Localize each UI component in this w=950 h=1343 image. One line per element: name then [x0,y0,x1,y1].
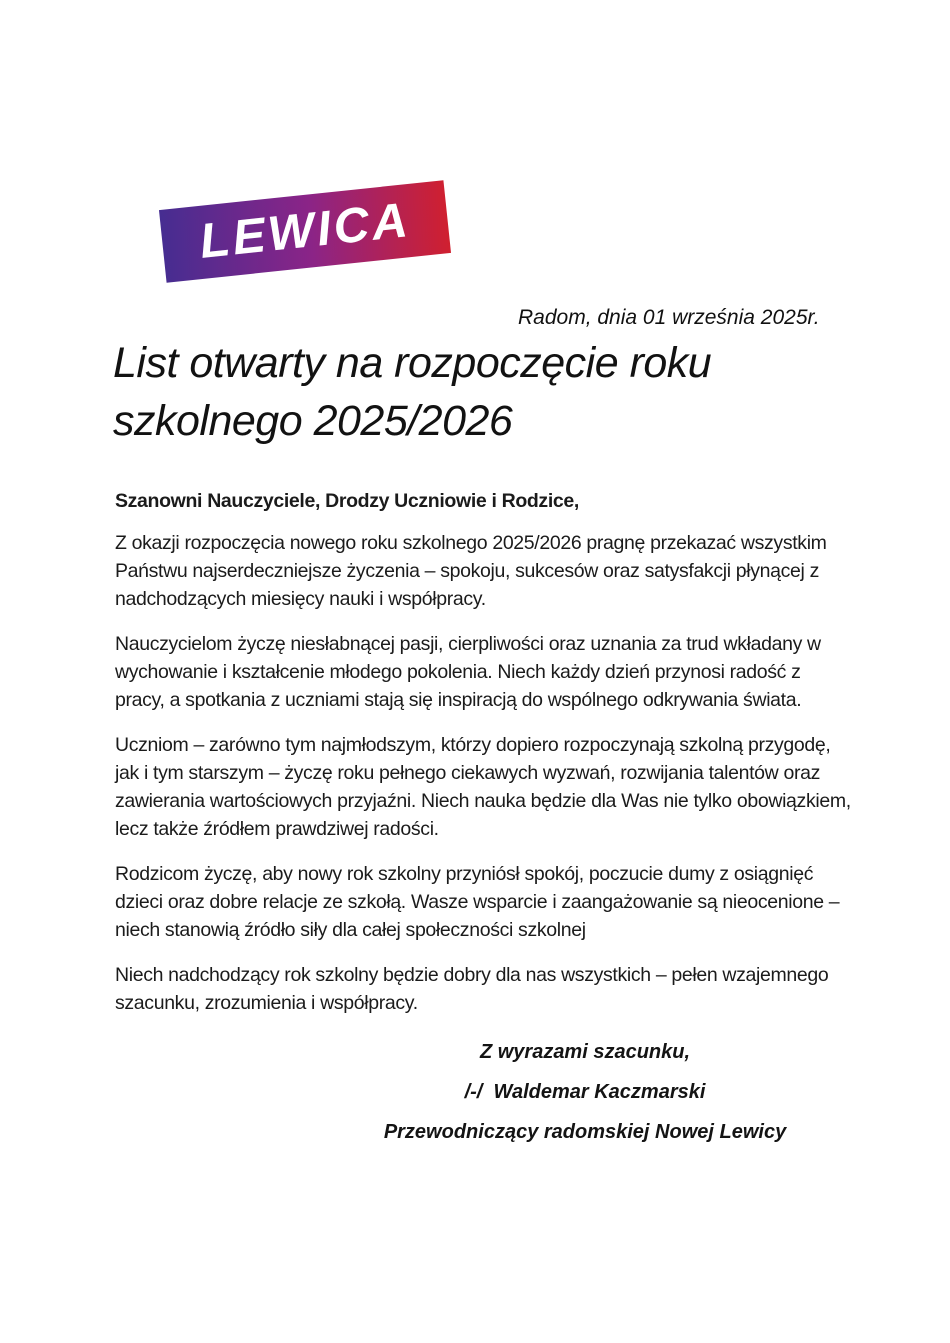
paragraph-1: Z okazji rozpoczęcia nowego roku szkolnego 2025/2026 pragnę przekazać wszystkim Państwu najserdeczniejsze życzenia – spokoju, sukcesów oraz satysfakcji płynącej z nadchodzących miesięcy nauki i współpracy. [115,532,827,610]
paragraph-5: Niech nadchodzący rok szkolny będzie dobry dla nas wszystkich – pełen wzajemnego szacunku, zrozumienia i współpracy. [115,964,829,1014]
lewica-logo-text: LEWICA [197,193,413,269]
date-line: Radom, dnia 01 września 2025r. [518,306,820,329]
paragraph-4: Rodzicom życzę, aby nowy rok szkolny przyniósł spokój, poczucie dumy z osiągnięć dzieci oraz dobre relacje ze szkołą. Wasze wsparcie i zaangażowanie są nieocenione – niech stanowią źródło siły dla całej społeczności szkolnej [115,863,840,941]
salutation: Szanowni Nauczyciele, Drodzy Uczniowie i Rodzice, [115,490,579,512]
paragraph-3: Uczniom – zarówno tym najmłodszym, którzy dopiero rozpoczynają szkolną przygodę, jak i tym starszym – życzę roku pełnego ciekawych wyzwań, rozwijania talentów oraz zawierania wartościowych przyjaźni. Niech nauka będzie dla Was nie tylko obowiązkiem, lecz także źródłem prawdziwej radości. [115,734,851,840]
closing-signature: /-/ Waldemar Kaczmarski [464,1081,706,1103]
closing-role: Przewodniczący radomskiej Nowej Lewicy [383,1121,787,1143]
paragraph-2: Nauczycielom życzę niesłabnącej pasji, cierpliwości oraz uznania za trud wkładany w wychowanie i kształcenie młodego pokolenia. Niech każdy dzień przynosi radość z pracy, a spotkania z uczniami stają się inspiracją do wspólnego odkrywania świata. [115,633,821,711]
letter-body [115,487,852,1034]
lewica-logo-banner [159,180,451,282]
signature-block [280,1038,890,1158]
page-title: List otwarty na rozpoczęcie roku szkolnego 2025/2026 [113,339,712,445]
closing-regards: Z wyrazami szacunku, [479,1041,691,1063]
